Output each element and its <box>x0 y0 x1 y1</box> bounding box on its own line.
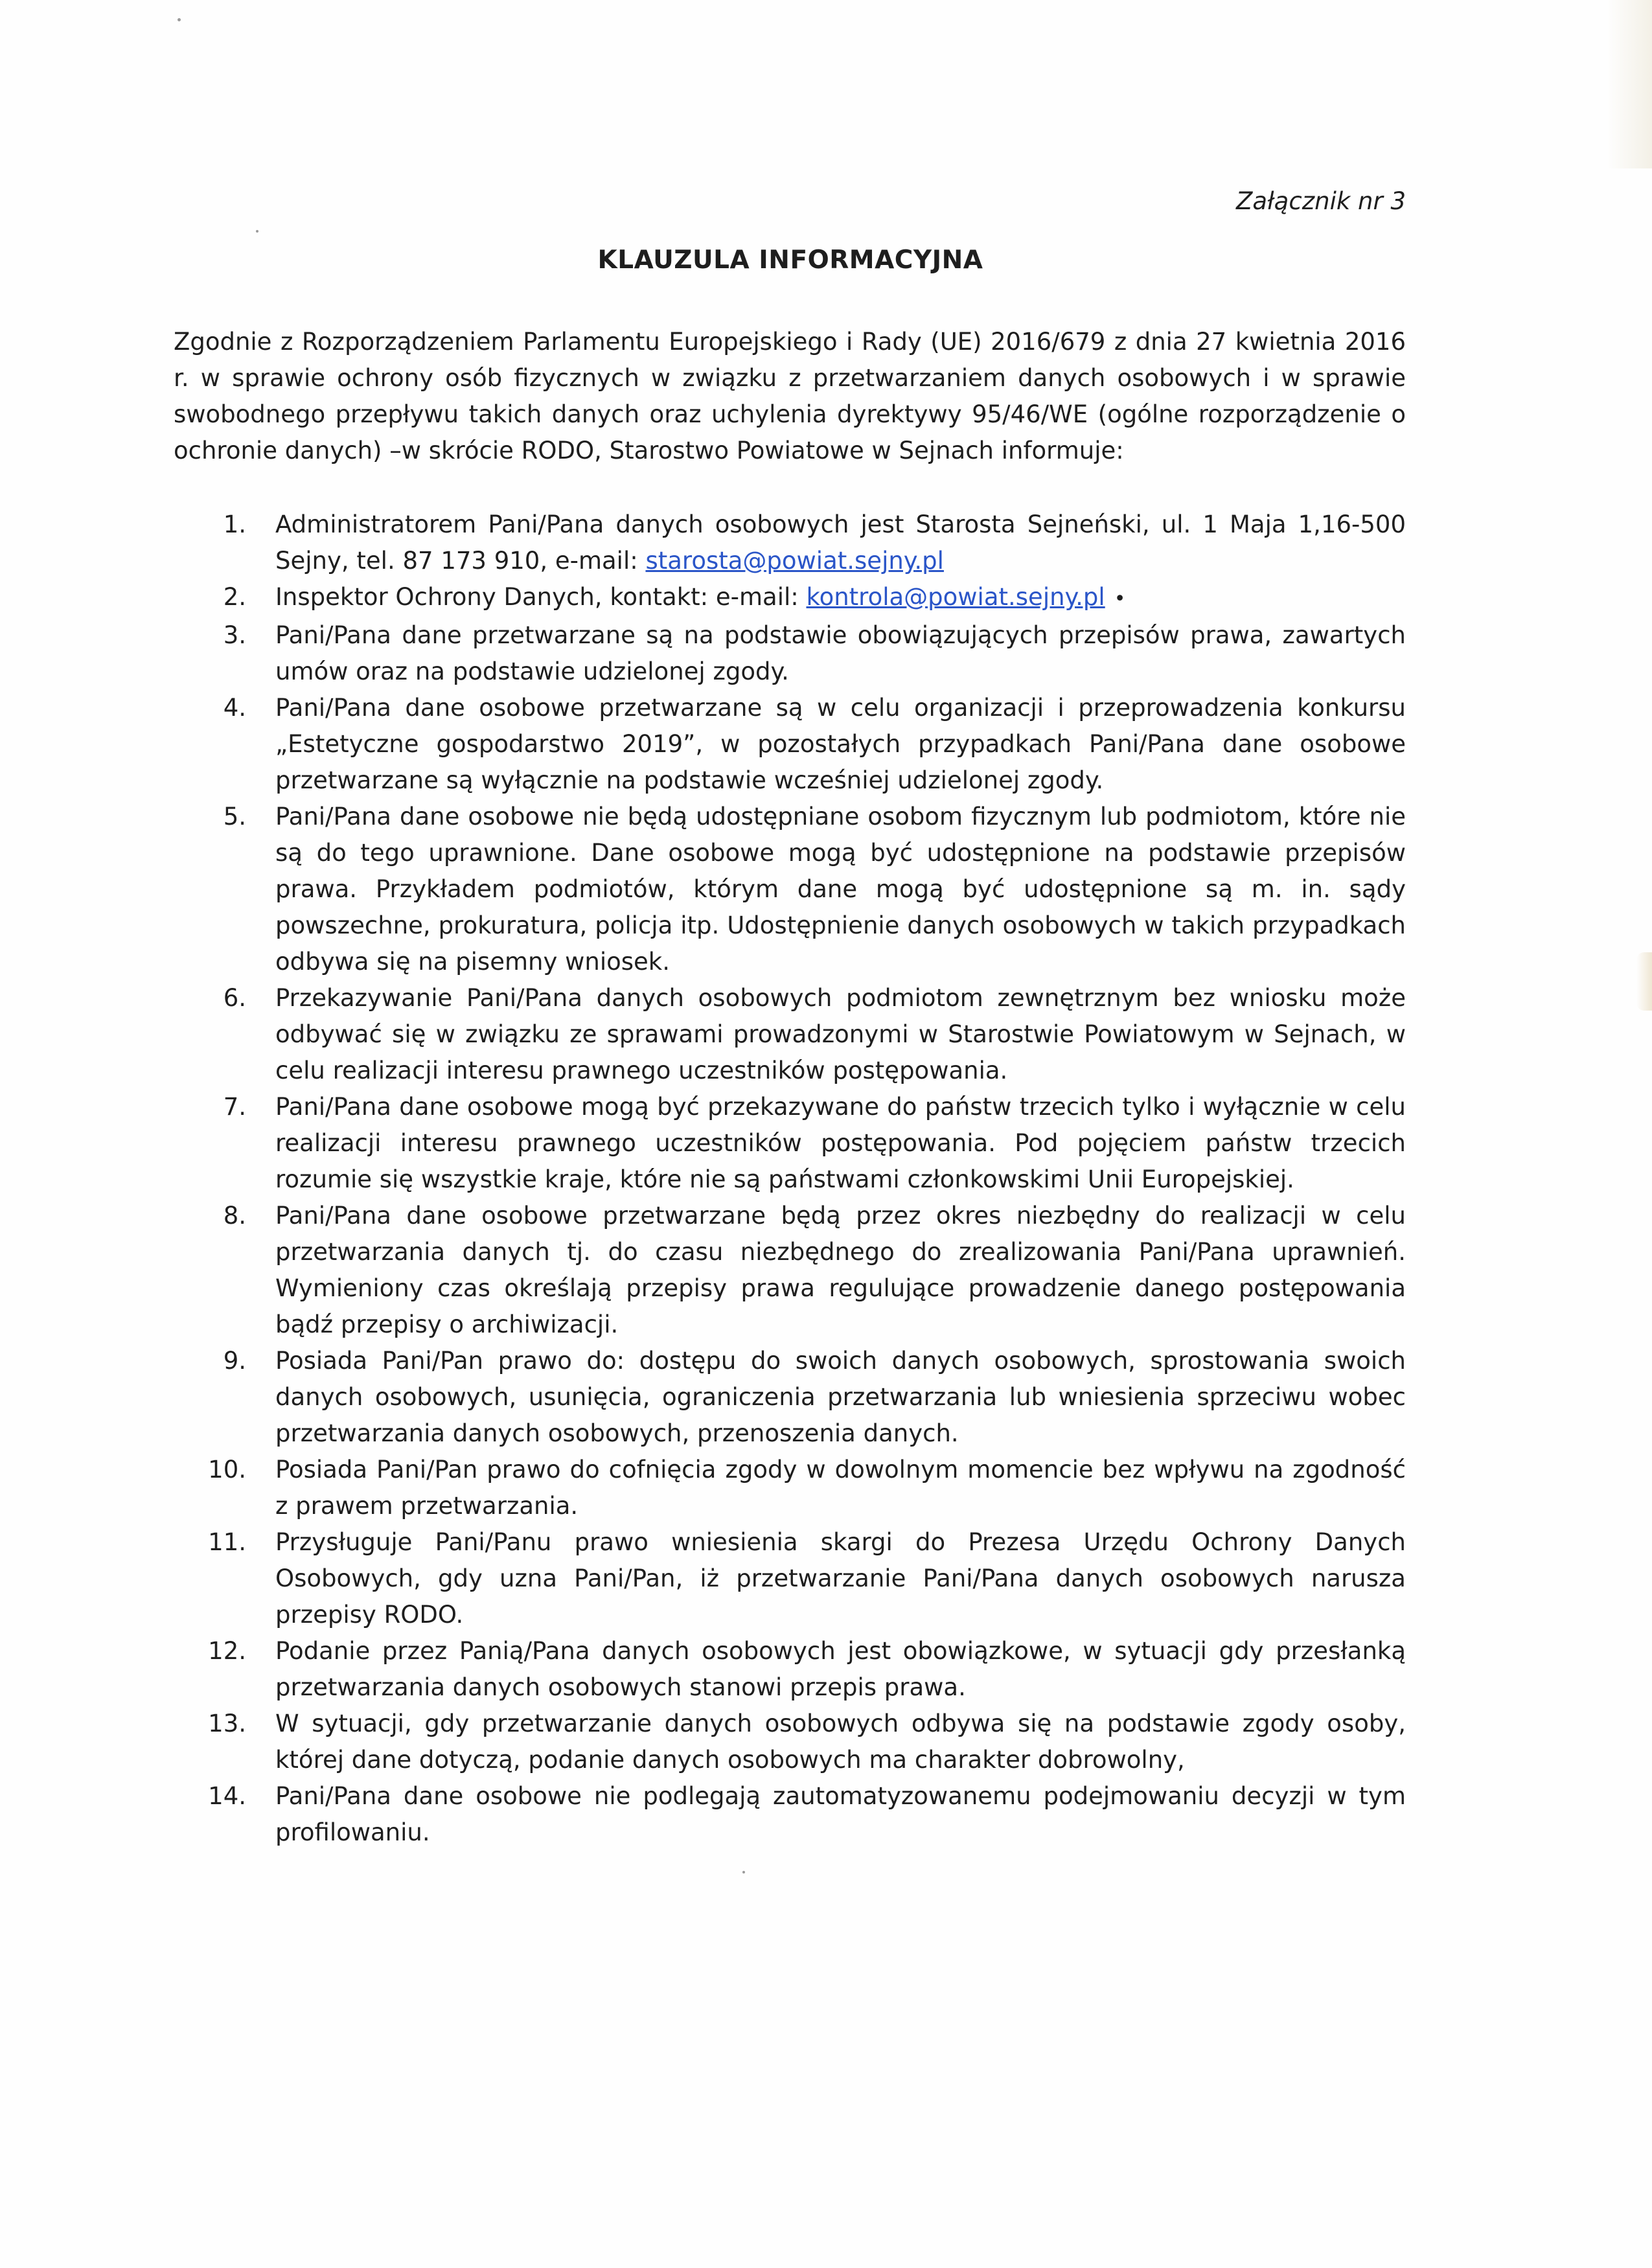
item-number: 10. <box>208 1456 246 1483</box>
list-item <box>174 1343 1406 1452</box>
item-number: 14. <box>208 1782 246 1810</box>
item-number: 2. <box>223 583 246 611</box>
item-text: Przysługuje Pani/Panu prawo wniesienia skargi do Prezesa Urzędu Ochrony Danych Osobowych, gdy uzna Pani/Pan, iż przetwarzanie Pani/Pana danych osobowych narusza przepisy RODO. <box>275 1528 1406 1629</box>
item-text: Pani/Pana dane osobowe nie będą udostępniane osobom fizycznym lub podmiotom, które nie są do tego uprawnione. Dane osobowe mogą być udostępnione na podstawie przepisów prawa. Przykładem podmiotów, którym dane mogą być udostępnione są m. in. sądy powszechne, prokuratura, policja itp. Udostępnienie danych osobowych w takich przypadkach odbywa się na pisemny wniosek. <box>275 803 1406 976</box>
clause-list <box>174 507 1406 1851</box>
item-text: Podanie przez Panią/Pana danych osobowych jest obowiązkowe, w sytuacji gdy przesłanką przetwarzania danych osobowych stanowi przepis prawa. <box>275 1637 1406 1701</box>
scan-speck <box>178 18 181 21</box>
list-item <box>174 1452 1406 1524</box>
item-text: Pani/Pana dane osobowe przetwarzane są w celu organizacji i przeprowadzenia konkursu „Estetyczne gospodarstwo 2019”, w pozostałych przypadkach Pani/Pana dane osobowe przetwarzane są wyłącznie na podstawie wcześniej udzielonej zgody. <box>275 694 1406 794</box>
list-item <box>174 1778 1406 1851</box>
list-item <box>174 579 1406 617</box>
item-number: 6. <box>223 984 246 1012</box>
item-number: 9. <box>223 1347 246 1375</box>
paper-edge-shadow <box>1607 0 1652 168</box>
item-number: 7. <box>223 1093 246 1121</box>
item-number: 1. <box>223 510 246 538</box>
intro-paragraph: Zgodnie z Rozporządzeniem Parlamentu Europejskiego i Rady (UE) 2016/679 z dnia 27 kwietnia 2016 r. w sprawie ochrony osób fizycznych w związku z przetwarzaniem danych osobowych i w sprawie swobodnego przepływu takich danych oraz uchylenia dyrektywy 95/46/WE (ogólne rozporządzenie o ochronie danych) –w skrócie RODO, Starostwo Powiatowe w Sejnach informuje: <box>174 328 1406 464</box>
item-text: Pani/Pana dane przetwarzane są na podstawie obowiązujących przepisów prawa, zawartych umów oraz na podstawie udzielonej zgody. <box>275 621 1406 685</box>
list-item <box>174 507 1406 579</box>
paper-edge-mark <box>1636 952 1652 1011</box>
list-item <box>174 980 1406 1089</box>
item-text: Posiada Pani/Pan prawo do cofnięcia zgody w dowolnym momencie bez wpływu na zgodność z prawem przetwarzania. <box>275 1456 1406 1520</box>
email-link-kontrola[interactable]: kontrola@powiat.sejny.pl <box>806 583 1105 611</box>
item-number: 12. <box>208 1637 246 1665</box>
item-number: 13. <box>208 1710 246 1737</box>
list-item <box>174 1524 1406 1633</box>
item-text: W sytuacji, gdy przetwarzanie danych osobowych odbywa się na podstawie zgody osoby, której dane dotyczą, podanie danych osobowych ma charakter dobrowolny, <box>275 1710 1406 1774</box>
list-item <box>174 799 1406 980</box>
item-text: Pani/Pana dane osobowe nie podlegają zautomatyzowanemu podejmowaniu decyzji w tym profilowaniu. <box>275 1782 1406 1846</box>
item-text: Przekazywanie Pani/Pana danych osobowych podmiotom zewnętrznym bez wniosku może odbywać się w związku ze sprawami prowadzonymi w Starostwie Powiatowym w Sejnach, w celu realizacji interesu prawnego uczestników postępowania. <box>275 984 1406 1084</box>
attachment-label: Załącznik nr 3 <box>1236 187 1406 215</box>
stray-dot-mark: • <box>1114 588 1126 610</box>
scan-speck <box>256 230 258 233</box>
item-text: Pani/Pana dane osobowe przetwarzane będą przez okres niezbędny do realizacji w celu przetwarzania danych tj. do czasu niezbędnego do zrealizowania Pani/Pana uprawnień. Wymieniony czas określają przepisy prawa regulujące prowadzenie danego postępowania bądź przepisy o archiwizacji. <box>275 1202 1406 1338</box>
list-item <box>174 1633 1406 1706</box>
document-title: KLAUZULA INFORMACYJNA <box>597 246 983 275</box>
list-item <box>174 617 1406 690</box>
email-link-starosta[interactable]: starosta@powiat.sejny.pl <box>645 547 944 575</box>
list-item <box>174 690 1406 799</box>
list-item <box>174 1089 1406 1198</box>
list-item <box>174 1706 1406 1778</box>
item-text: Posiada Pani/Pan prawo do: dostępu do swoich danych osobowych, sprostowania swoich danych osobowych, usunięcia, ograniczenia przetwarzania lub wniesienia sprzeciwu wobec przetwarzania danych osobowych, przenoszenia danych. <box>275 1347 1406 1447</box>
list-item <box>174 1198 1406 1343</box>
item-number: 3. <box>223 621 246 649</box>
item-number: 11. <box>208 1528 246 1556</box>
item-text: Administratorem Pani/Pana danych osobowych jest Starosta Sejneński, ul. 1 Maja 1,16-500 Sejny, tel. 87 173 910, e-mail: <box>275 510 1406 575</box>
item-number: 8. <box>223 1202 246 1230</box>
item-text: Pani/Pana dane osobowe mogą być przekazywane do państw trzecich tylko i wyłącznie w celu realizacji interesu prawnego uczestników postępowania. Pod pojęciem państw trzecich rozumie się wszystkie kraje, które nie są państwami członkowskimi Unii Europejskiej. <box>275 1093 1406 1193</box>
item-number: 5. <box>223 803 246 830</box>
scan-speck <box>742 1871 745 1873</box>
item-number: 4. <box>223 694 246 722</box>
item-text: Inspektor Ochrony Danych, kontakt: e-mail: <box>275 583 807 611</box>
